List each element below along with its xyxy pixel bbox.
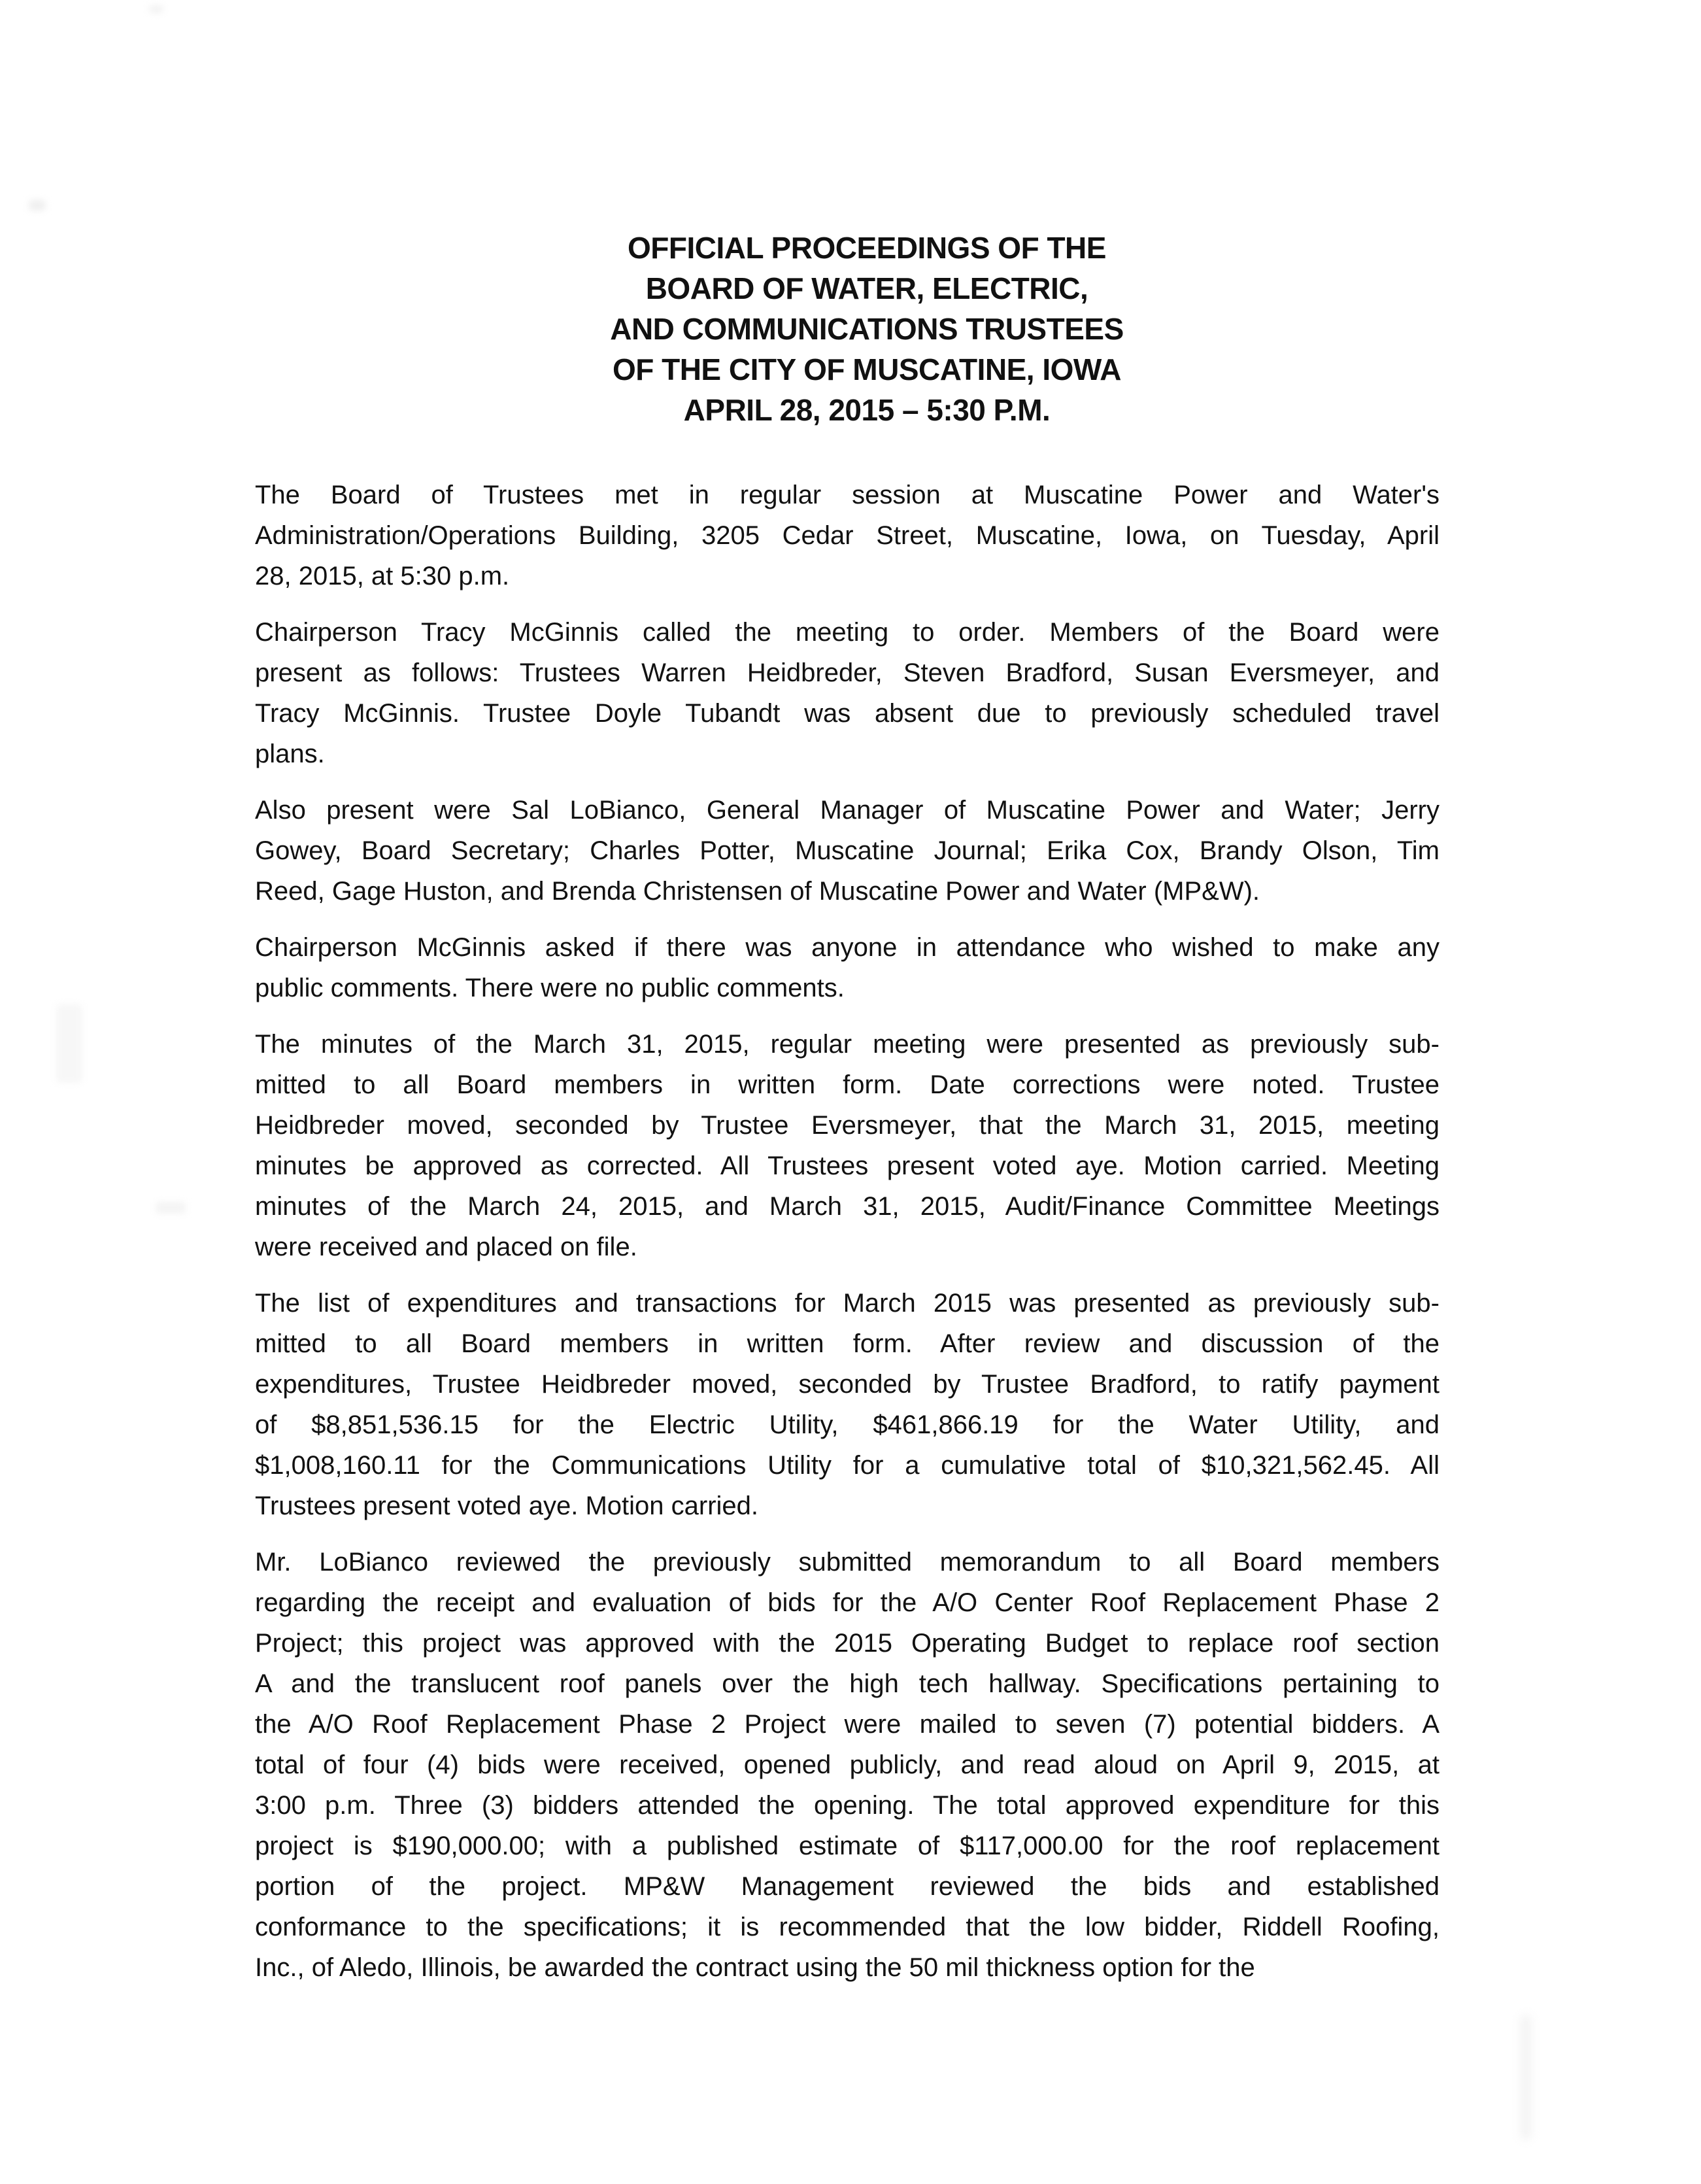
text-line: total of four (4) bids were received, opened publicly, and read aloud on April 9, 2015, at bbox=[255, 1750, 1440, 1779]
text-line: 28, 2015, at 5:30 p.m. bbox=[255, 562, 510, 590]
text-line: Chairperson McGinnis asked if there was anyone in attendance who wished to make any bbox=[255, 933, 1440, 962]
text-line: The minutes of the March 31, 2015, regular meeting were presented as previously sub- bbox=[255, 1030, 1440, 1059]
text-line: A and the translucent roof panels over the high tech hallway. Specifications pertaining to bbox=[255, 1669, 1440, 1698]
scan-artifact bbox=[56, 1004, 82, 1083]
text-line: Heidbreder moved, seconded by Trustee Eversmeyer, that the March 31, 2015, meeting bbox=[255, 1111, 1440, 1140]
text-line: Reed, Gage Huston, and Brenda Christensen of Muscatine Power and Water (MP&W). bbox=[255, 877, 1260, 906]
text-line: Trustees present voted aye. Motion carried. bbox=[255, 1492, 758, 1520]
text-line: mitted to all Board members in written form. After review and discussion of the bbox=[255, 1329, 1440, 1358]
text-line: Inc., of Aledo, Illinois, be awarded the contract using the 50 mil thickness option for the bbox=[255, 1953, 1255, 1982]
title-line: OFFICIAL PROCEEDINGS OF THE bbox=[628, 231, 1106, 265]
title-line: APRIL 28, 2015 – 5:30 P.M. bbox=[683, 393, 1051, 427]
title-line: AND COMMUNICATIONS TRUSTEES bbox=[610, 312, 1124, 346]
paragraph bbox=[255, 475, 1440, 596]
text-line: Tracy McGinnis. Trustee Doyle Tubandt was absent due to previously scheduled travel bbox=[255, 699, 1440, 728]
paragraph bbox=[255, 1024, 1440, 1267]
paragraph bbox=[255, 927, 1440, 1008]
paragraph bbox=[255, 1283, 1440, 1526]
text-line: plans. bbox=[255, 740, 325, 768]
text-line: Administration/Operations Building, 3205 Cedar Street, Muscatine, Iowa, on Tuesday, April bbox=[255, 521, 1440, 550]
text-line: minutes be approved as corrected. All Trustees present voted aye. Motion carried. Meeting bbox=[255, 1152, 1440, 1180]
text-line: the A/O Roof Replacement Phase 2 Project were mailed to seven (7) potential bidders. A bbox=[255, 1710, 1440, 1739]
scan-artifact bbox=[156, 1202, 186, 1214]
text-line: expenditures, Trustee Heidbreder moved, seconded by Trustee Bradford, to ratify payment bbox=[255, 1370, 1440, 1399]
paragraph bbox=[255, 790, 1440, 912]
text-line: The list of expenditures and transactions for March 2015 was presented as previously sub- bbox=[255, 1289, 1440, 1318]
text-line: 3:00 p.m. Three (3) bidders attended the opening. The total approved expenditure for this bbox=[255, 1791, 1440, 1820]
text-line: Mr. LoBianco reviewed the previously submitted memorandum to all Board members bbox=[255, 1548, 1440, 1577]
title-line: BOARD OF WATER, ELECTRIC, bbox=[645, 271, 1088, 305]
paragraph bbox=[255, 1542, 1440, 1988]
text-line: public comments. There were no public comments. bbox=[255, 974, 845, 1002]
text-line: were received and placed on file. bbox=[255, 1233, 637, 1261]
scan-artifact bbox=[1521, 2015, 1531, 2140]
text-line: Gowey, Board Secretary; Charles Potter, Muscatine Journal; Erika Cox, Brandy Olson, Tim bbox=[255, 836, 1440, 865]
text-line: Also present were Sal LoBianco, General Manager of Muscatine Power and Water; Jerry bbox=[255, 796, 1440, 825]
text-line: Project; this project was approved with the 2015 Operating Budget to replace roof section bbox=[255, 1629, 1440, 1658]
document-body bbox=[255, 475, 1440, 2004]
paragraph bbox=[255, 612, 1440, 774]
document-title bbox=[275, 228, 1459, 430]
text-line: mitted to all Board members in written form. Date corrections were noted. Trustee bbox=[255, 1070, 1440, 1099]
text-line: The Board of Trustees met in regular session at Muscatine Power and Water's bbox=[255, 481, 1440, 509]
text-line: project is $190,000.00; with a published estimate of $117,000.00 for the roof replacement bbox=[255, 1832, 1440, 1860]
text-line: portion of the project. MP&W Management reviewed the bids and established bbox=[255, 1872, 1440, 1901]
text-line: present as follows: Trustees Warren Heidbreder, Steven Bradford, Susan Eversmeyer, and bbox=[255, 658, 1440, 687]
text-line: of $8,851,536.15 for the Electric Utility, $461,866.19 for the Water Utility, and bbox=[255, 1410, 1440, 1439]
text-line: Chairperson Tracy McGinnis called the meeting to order. Members of the Board were bbox=[255, 618, 1440, 647]
text-line: regarding the receipt and evaluation of bids for the A/O Center Roof Replacement Phase 2 bbox=[255, 1588, 1440, 1617]
title-line: OF THE CITY OF MUSCATINE, IOWA bbox=[612, 352, 1122, 386]
scan-artifact bbox=[29, 200, 46, 211]
text-line: conformance to the specifications; it is recommended that the low bidder, Riddell Roofing, bbox=[255, 1913, 1440, 1941]
scan-artifact bbox=[149, 5, 163, 13]
text-line: $1,008,160.11 for the Communications Utility for a cumulative total of $10,321,562.45. All bbox=[255, 1451, 1440, 1480]
text-line: minutes of the March 24, 2015, and March 31, 2015, Audit/Finance Committee Meetings bbox=[255, 1192, 1440, 1221]
